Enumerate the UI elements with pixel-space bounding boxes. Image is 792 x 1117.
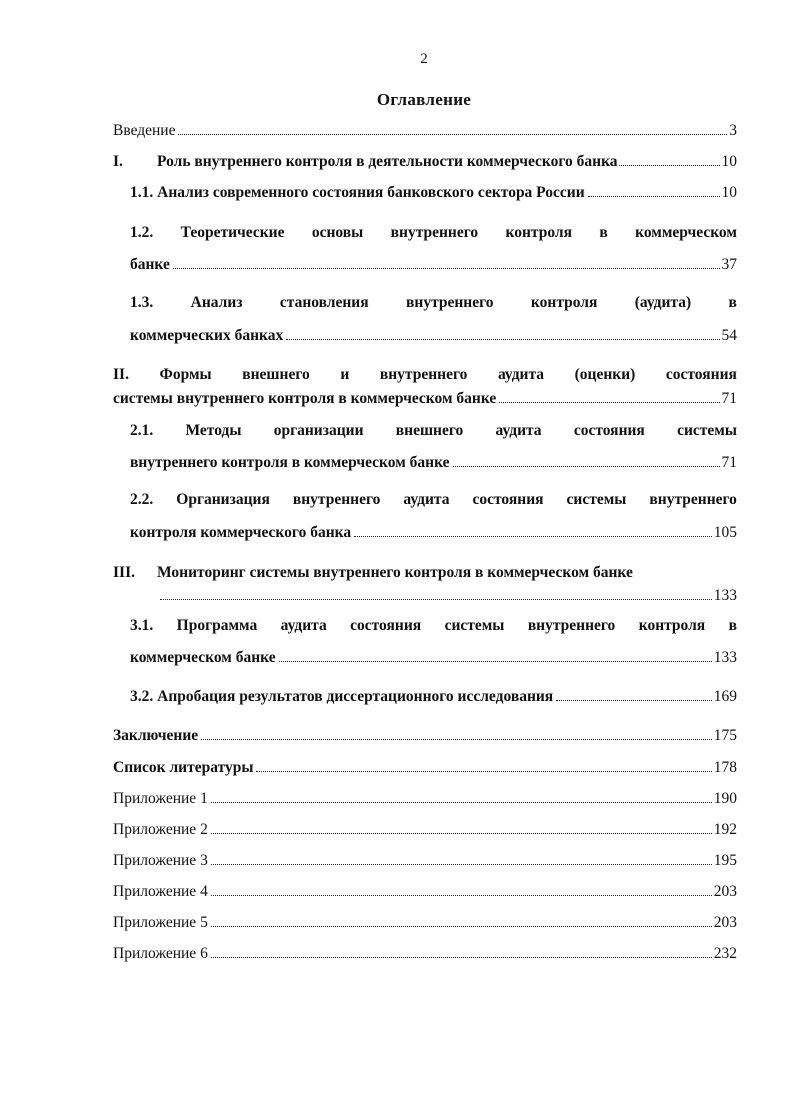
dot-leader <box>211 925 712 927</box>
toc-entry-section-3-2[interactable] <box>130 688 737 706</box>
entry-text: 3.2. Апробация результатов диссертационного исследования <box>130 688 554 705</box>
chapter-number: I. <box>113 153 123 170</box>
entry-text: банке <box>130 256 170 273</box>
word: контроля <box>505 224 572 241</box>
entry-page: 10 <box>721 184 737 201</box>
entry-text: коммерческих банках <box>130 327 284 344</box>
entry-page: 178 <box>713 759 737 776</box>
word: Программа <box>176 617 258 634</box>
entry-text: Список литературы <box>113 759 254 776</box>
entry-page: 203 <box>713 883 737 900</box>
word: 2.1. <box>130 422 154 439</box>
word: Анализ <box>190 294 243 311</box>
word: внутреннего <box>292 491 381 508</box>
word: системы <box>444 617 505 634</box>
entry-text: Роль внутреннего контроля в деятельности коммерческого банка <box>157 153 618 170</box>
word: Организация <box>176 491 270 508</box>
word: и <box>340 366 350 383</box>
toc-entry-section-1-2-cont[interactable] <box>130 256 737 274</box>
toc-entry-appendix-5[interactable] <box>113 914 737 932</box>
entry-page: 37 <box>721 256 737 273</box>
word: внутреннего <box>649 491 737 508</box>
word: состояния <box>665 366 737 383</box>
word: внутреннего <box>390 224 479 241</box>
toc-entry-chapter-3-cont[interactable] <box>160 587 737 605</box>
word: контроля <box>638 617 706 634</box>
toc-entry-appendix-4[interactable] <box>113 883 737 901</box>
toc-entry-section-1-2[interactable] <box>130 224 737 242</box>
dot-leader <box>279 660 712 662</box>
chapter-number: II. <box>113 366 129 383</box>
word: внутреннего <box>406 294 494 311</box>
entry-page: 195 <box>713 852 737 869</box>
toc-entry-chapter-3[interactable] <box>113 564 737 582</box>
toc-entry-references[interactable] <box>113 759 737 777</box>
toc-entry-section-1-3-cont[interactable] <box>130 327 737 345</box>
word: становления <box>279 294 369 311</box>
word: системы <box>566 491 627 508</box>
entry-page: 3 <box>729 122 737 139</box>
dot-leader <box>499 401 719 403</box>
word: внешнего <box>395 422 464 439</box>
toc-entry-section-3-1-cont[interactable] <box>130 649 737 667</box>
word: Теоретические <box>180 224 285 241</box>
entry-text: внутреннего контроля в коммерческом банке <box>130 454 450 471</box>
dot-leader <box>173 267 720 269</box>
toc-entry-section-2-2-cont[interactable] <box>130 524 737 542</box>
word: 2.2. <box>130 491 154 508</box>
dot-leader <box>556 699 712 701</box>
dot-leader <box>211 801 712 803</box>
dot-leader <box>588 195 720 197</box>
dot-leader <box>211 832 712 834</box>
entry-text: Введение <box>113 122 176 139</box>
dot-leader <box>160 598 712 600</box>
dot-leader <box>211 894 712 896</box>
entry-text: Приложение 3 <box>113 852 208 869</box>
toc-title: Оглавление <box>376 90 472 109</box>
word: аудита <box>497 366 545 383</box>
entry-page: 10 <box>721 153 737 170</box>
entry-text: Приложение 4 <box>113 883 208 900</box>
toc-entry-section-2-1-cont[interactable] <box>130 454 737 472</box>
word: внешнего <box>242 366 310 383</box>
dot-leader <box>211 956 712 958</box>
toc-entry-appendix-6[interactable] <box>113 945 737 963</box>
dot-leader <box>178 133 727 135</box>
entry-page: 169 <box>713 688 737 705</box>
entry-page: 232 <box>713 945 737 962</box>
dot-leader <box>619 164 720 166</box>
dot-leader <box>201 738 712 740</box>
entry-page: 175 <box>713 727 737 744</box>
entry-text: Приложение 2 <box>113 821 208 838</box>
toc-entry-conclusion[interactable] <box>113 727 737 745</box>
word: 3.1. <box>130 617 154 634</box>
word: основы <box>311 224 364 241</box>
word: аудита <box>403 491 450 508</box>
word: организации <box>273 422 364 439</box>
word: внутреннего <box>379 366 468 383</box>
entry-text: системы внутреннего контроля в коммерческом банке <box>113 390 497 407</box>
toc-entry-section-2-2[interactable] <box>130 491 737 509</box>
entry-text: Приложение 1 <box>113 790 208 807</box>
word: состояния <box>350 617 422 634</box>
word: контроля <box>530 294 598 311</box>
word: 1.3. <box>130 294 154 311</box>
dot-leader <box>354 535 712 537</box>
entry-text: Заключение <box>113 727 199 744</box>
entry-text: Приложение 5 <box>113 914 208 931</box>
word: Методы <box>185 422 242 439</box>
entry-page: 105 <box>713 524 737 541</box>
dot-leader <box>211 863 712 865</box>
word: в <box>728 294 737 311</box>
toc-entry-section-3-1[interactable] <box>130 617 737 635</box>
word: в <box>599 224 608 241</box>
chapter-number: III. <box>113 564 135 581</box>
entry-page: 133 <box>713 649 737 666</box>
entry-page: 190 <box>713 790 737 807</box>
word: состояния <box>472 491 544 508</box>
word: Формы <box>159 366 212 383</box>
dot-leader <box>256 770 711 772</box>
word: внутреннего <box>527 617 616 634</box>
entry-text: коммерческом банке <box>130 649 276 666</box>
word: системы <box>677 422 737 439</box>
toc-entry-section-1-3[interactable] <box>130 294 737 312</box>
entry-text: 1.1. Анализ современного состояния банковского сектора России <box>130 184 585 201</box>
word: в <box>728 617 737 634</box>
entry-page: 192 <box>713 821 737 838</box>
word: аудита <box>495 422 542 439</box>
word: 1.2. <box>130 224 154 241</box>
toc-entry-intro[interactable] <box>113 122 737 140</box>
toc-entry-section-2-1[interactable] <box>130 422 737 440</box>
dot-leader <box>286 338 719 340</box>
page-number: 2 <box>420 51 428 67</box>
word: коммерческом <box>635 224 737 241</box>
toc-entry-appendix-1[interactable] <box>113 790 737 808</box>
toc-entry-chapter-1[interactable] <box>113 153 737 171</box>
word: аудита <box>280 617 327 634</box>
toc-entry-chapter-2-cont[interactable] <box>113 390 737 408</box>
entry-page: 71 <box>721 390 737 407</box>
entry-page: 71 <box>721 454 737 471</box>
dot-leader <box>453 465 720 467</box>
toc-entry-chapter-2[interactable] <box>113 366 737 384</box>
entry-page: 54 <box>721 327 737 344</box>
word: (аудита) <box>634 294 692 311</box>
word: (оценки) <box>574 366 636 383</box>
entry-text: Мониторинг системы внутреннего контроля в коммерческом банке <box>157 564 633 581</box>
entry-text: контроля коммерческого банка <box>130 524 352 541</box>
entry-page: 133 <box>713 587 737 604</box>
word: состояния <box>573 422 645 439</box>
toc-entry-section-1-1[interactable] <box>130 184 737 202</box>
toc-entry-appendix-3[interactable] <box>113 852 737 870</box>
toc-entry-appendix-2[interactable] <box>113 821 737 839</box>
entry-page: 203 <box>713 914 737 931</box>
entry-text: Приложение 6 <box>113 945 208 962</box>
